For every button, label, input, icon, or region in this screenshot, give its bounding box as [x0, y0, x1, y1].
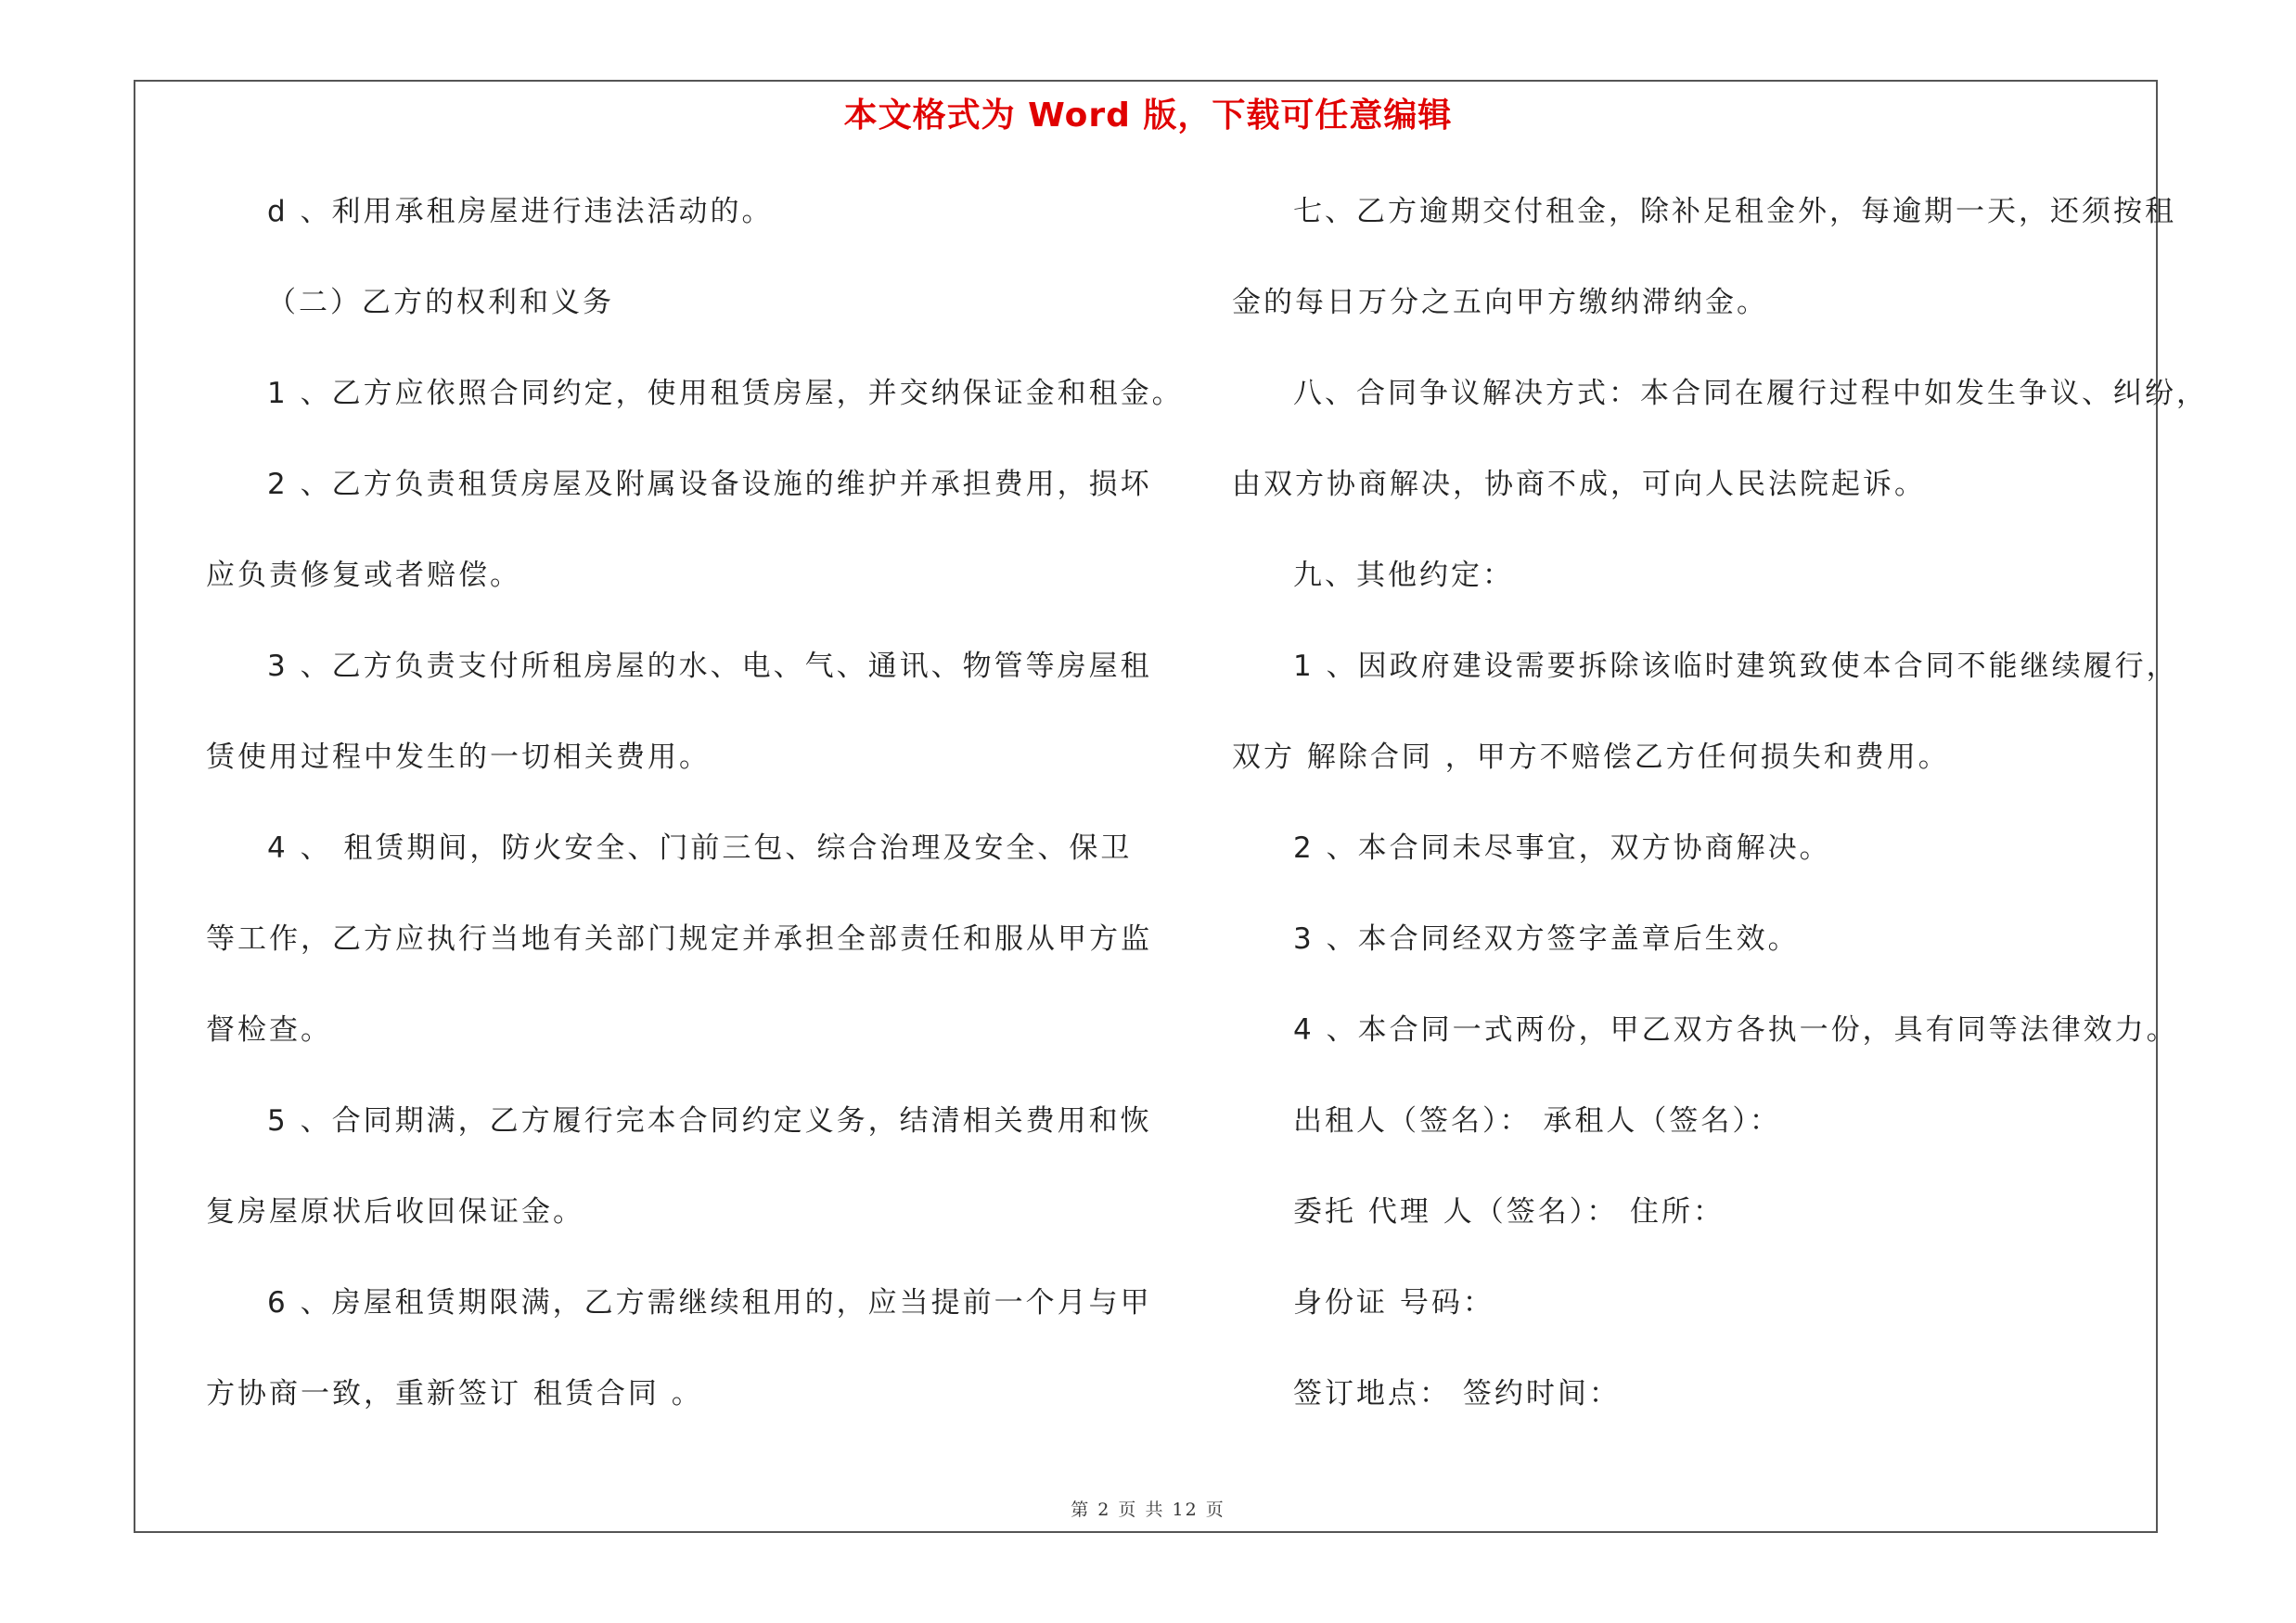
paragraph-line: 2 、乙方负责租赁房屋及附属设备设施的维护并承担费用，损坏 — [267, 468, 1152, 501]
paragraph-line: 1 、因政府建设需要拆除该临时建筑致使本合同不能继续履行， — [1293, 650, 2178, 683]
id-number-field: 身份证 号码： — [1293, 1286, 1494, 1320]
paragraph-line: 4 、 租赁期间，防火安全、门前三包、综合治理及安全、保卫 — [267, 831, 1133, 865]
document-banner: 本文格式为 Word 版，下载可任意编辑 — [843, 97, 1453, 135]
page-number: 第 2 页 共 12 页 — [1071, 1500, 1225, 1520]
paragraph-line: 金的每日万分之五向甲方缴纳滞纳金。 — [1232, 286, 1768, 319]
paragraph-line: 3 、本合同经双方签字盖章后生效。 — [1293, 922, 1800, 956]
section-heading: 九、其他约定： — [1293, 559, 1514, 592]
signature-field-lessor: 出租人（签名）： 承租人（签名）： — [1293, 1104, 1781, 1138]
paragraph-line: 2 、本合同未尽事宜，双方协商解决。 — [1293, 831, 1831, 865]
section-heading: （二）乙方的权利和义务 — [267, 286, 614, 319]
paragraph-line: 复房屋原状后收回保证金。 — [206, 1195, 584, 1229]
paragraph-line: 1 、乙方应依照合同约定，使用租赁房屋，并交纳保证金和租金。 — [267, 377, 1184, 410]
signing-place-field: 签订地点： 签约时间： — [1293, 1377, 1621, 1410]
right-column — [1232, 186, 2208, 1459]
paragraph-line: 八、合同争议解决方式：本合同在履行过程中如发生争议、纠纷， — [1293, 377, 2208, 410]
paragraph-line: 5 、合同期满，乙方履行完本合同约定义务，结清相关费用和恢 — [267, 1104, 1152, 1138]
paragraph-line: 督检查。 — [206, 1013, 332, 1047]
paragraph-line: 6 、房屋租赁期限满，乙方需继续租用的，应当提前一个月与甲 — [267, 1286, 1152, 1320]
paragraph-line: 应负责修复或者赔偿。 — [206, 559, 521, 592]
paragraph-line: 方协商一致，重新签订 租赁合同 。 — [206, 1377, 703, 1410]
paragraph-line: 3 、乙方负责支付所租房屋的水、电、气、通讯、物管等房屋租 — [267, 650, 1152, 683]
paragraph-line: 等工作，乙方应执行当地有关部门规定并承担全部责任和服从甲方监 — [206, 922, 1152, 956]
paragraph-line: 七、乙方逾期交付租金，除补足租金外，每逾期一天，还须按租 — [1293, 195, 2176, 228]
paragraph-line: 由双方协商解决，协商不成，可向人民法院起诉。 — [1232, 468, 1926, 501]
signature-field-agent: 委托 代理 人（签名）： 住所： — [1293, 1195, 1725, 1229]
paragraph-line: d 、利用承租房屋进行违法活动的。 — [267, 195, 774, 228]
paragraph-line: 双方 解除合同 ，甲方不赔偿乙方任何损失和费用。 — [1232, 741, 1950, 774]
paragraph-line: 4 、本合同一式两份，甲乙双方各执一份，具有同等法律效力。 — [1293, 1013, 2178, 1047]
left-column — [206, 186, 1184, 1459]
paragraph-line: 赁使用过程中发生的一切相关费用。 — [206, 741, 711, 774]
